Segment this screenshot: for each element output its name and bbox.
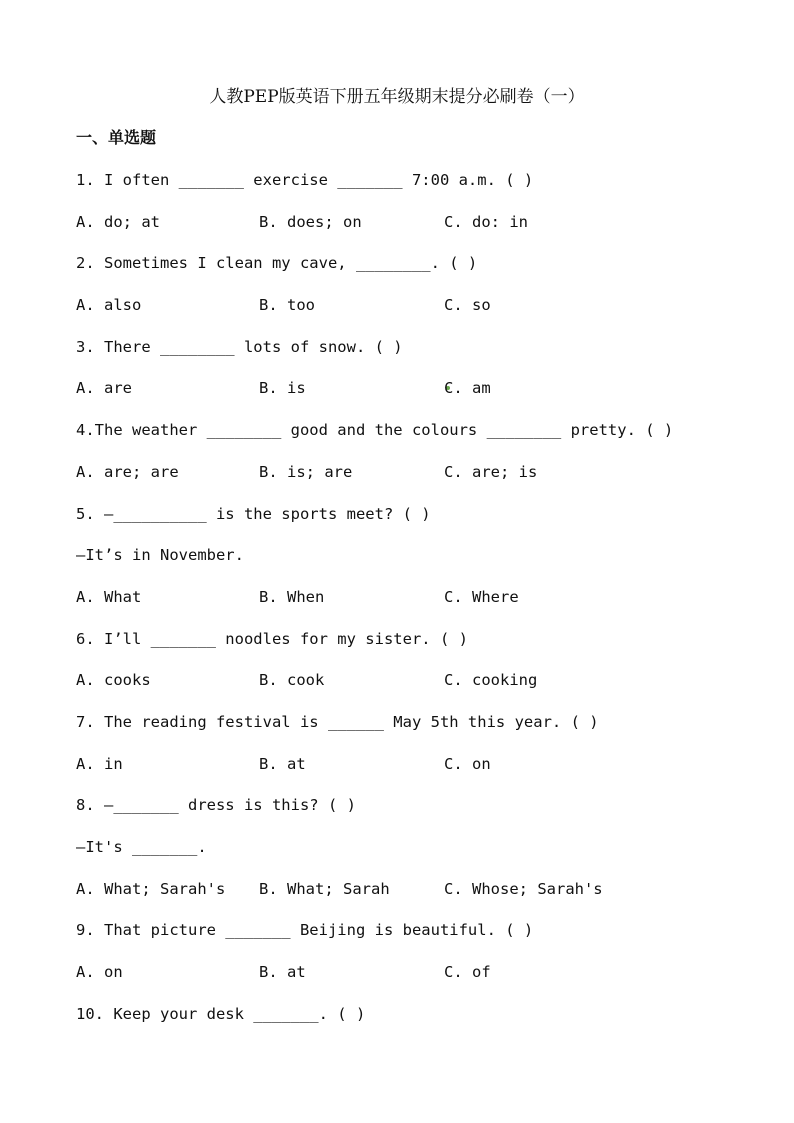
- question-5-option-b: B. When: [259, 587, 325, 606]
- section-heading-single-choice: 一、单选题: [76, 128, 157, 147]
- question-10-stem: 10. Keep your desk _______. ( ): [76, 1004, 366, 1023]
- question-2-option-a: A. also: [76, 296, 142, 315]
- question-9-option-b: B. at: [259, 963, 306, 982]
- question-7-option-c: C. on: [444, 754, 491, 773]
- question-1-option-b: B. does; on: [259, 212, 362, 231]
- question-5-options: [76, 585, 736, 627]
- question-7-option-a: A. in: [76, 754, 123, 773]
- question-6-option-a: A. cooks: [76, 671, 151, 690]
- question-9-option-a: A. on: [76, 963, 123, 982]
- question-1-options: [76, 210, 736, 252]
- question-4-option-b: B. is; are: [259, 462, 353, 481]
- question-4-option-a: A. are; are: [76, 462, 179, 481]
- question-5-response: —It’s in November.: [76, 546, 244, 565]
- question-5-stem: 5. —__________ is the sports meet? ( ): [76, 504, 431, 523]
- question-8-response: —It's _______.: [76, 838, 207, 856]
- question-9-stem: 9. That picture _______ Beijing is beautiful. ( ): [76, 921, 534, 940]
- question-5-option-a: A. What: [76, 587, 142, 606]
- question-3-option-a: A. are: [76, 379, 132, 398]
- question-9-options: [76, 960, 736, 1002]
- question-2-stem: 2. Sometimes I clean my cave, ________. ( ): [76, 254, 478, 273]
- question-3-option-c: C. am: [444, 379, 491, 398]
- question-6-option-b: B. cook: [259, 671, 325, 690]
- question-8-options: [76, 877, 736, 919]
- question-6-options: [76, 668, 736, 710]
- question-1-option-c: C. do: in: [444, 212, 528, 231]
- question-3-options: [76, 376, 736, 418]
- question-2-option-c: C. so: [444, 296, 491, 315]
- question-2-options: [76, 293, 736, 335]
- question-1-option-a: A. do; at: [76, 212, 160, 231]
- question-list: [76, 168, 736, 1043]
- question-7-options: [76, 752, 736, 794]
- question-1-stem: 1. I often _______ exercise _______ 7:00 a.m. ( ): [76, 171, 534, 189]
- question-7-option-b: B. at: [259, 754, 306, 773]
- question-6-stem: 6. I’ll _______ noodles for my sister. ( ): [76, 629, 468, 648]
- question-9-option-c: C. of: [444, 963, 491, 982]
- question-5-option-c: C. Where: [444, 587, 519, 606]
- question-7-stem: 7. The reading festival is ______ May 5th this year. ( ): [76, 712, 599, 731]
- question-8-option-c: C. Whose; Sarah's: [444, 879, 603, 898]
- question-8-option-a: A. What; Sarah's: [76, 879, 226, 898]
- question-4-options: [76, 460, 736, 502]
- question-8-option-b: B. What; Sarah: [259, 879, 390, 898]
- question-3-stem: 3. There ________ lots of snow. ( ): [76, 337, 403, 356]
- question-8-stem: 8. —_______ dress is this? ( ): [76, 796, 356, 815]
- question-4-stem: 4.The weather ________ good and the colours ________ pretty. ( ): [76, 421, 674, 440]
- question-4-option-c: C. are; is: [444, 462, 538, 481]
- question-2-option-b: B. too: [259, 296, 315, 315]
- question-6-option-c: C. cooking: [444, 671, 538, 690]
- page-title: 人教PEP版英语下册五年级期末提分必刷卷（一）: [209, 87, 585, 107]
- question-3-option-b: B. is: [259, 379, 306, 398]
